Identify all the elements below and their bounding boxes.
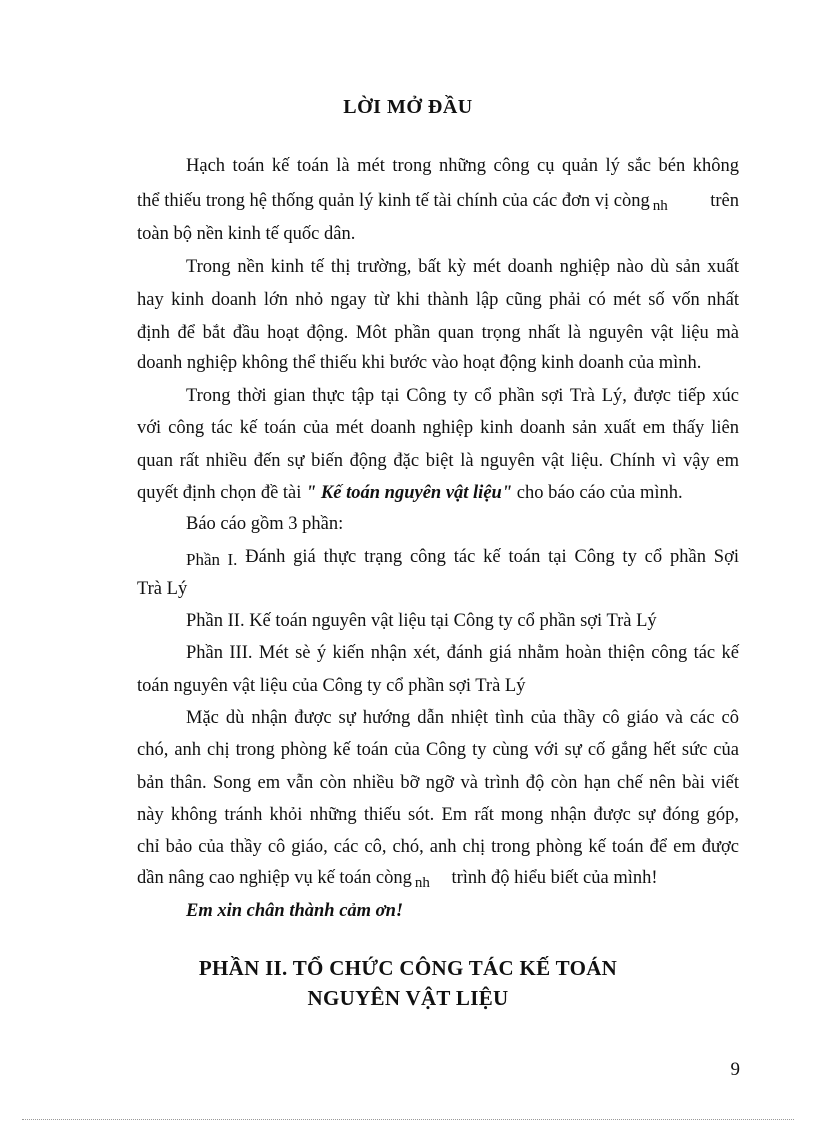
paragraph-2-line-3: định để bắt đầu hoạt động. Môt phần quan trọng nhất là nguyên vật liệu mà bbox=[137, 323, 739, 343]
paragraph-2-line-2: hay kinh doanh lớn nhỏ ngay từ khi thành lập cũng phải có mét số vốn nhất bbox=[137, 290, 739, 310]
part-3-line-2: toán nguyên vật liệu của Công ty cổ phần sợi Trà Lý bbox=[137, 676, 526, 696]
paragraph-1-line-1: Hạch toán kế toán là mét trong những công cụ quản lý sắc bén không bbox=[186, 156, 739, 176]
subscript-fragment: nh bbox=[414, 875, 430, 891]
paragraph-3-line-4-start: quyết định chọn đề tài bbox=[137, 483, 302, 503]
paragraph-2-line-1: Trong nền kinh tế thị trường, bất kỳ mét doanh nghiệp nào dù sản xuất bbox=[186, 257, 739, 277]
paragraph-1-line-3: toàn bộ nền kinh tế quốc dân. bbox=[137, 224, 356, 244]
paragraph-3-line-4-end: cho báo cáo của mình. bbox=[516, 483, 683, 503]
paragraph-3-line-3: quan rất nhiều đến sự biến động đặc biệt là nguyên vật liệu. Chính vì vậy em bbox=[137, 451, 739, 471]
paragraph-3-line-2: với công tác kế toán của mét doanh nghiệp kinh doanh sản xuất em thấy liên bbox=[137, 418, 739, 438]
paragraph-2-line-4: doanh nghiệp không thể thiếu khi bước vào hoạt động kinh doanh của mình. bbox=[137, 353, 702, 373]
topic-title: " Kế toán nguyên vật liệu" bbox=[306, 483, 513, 503]
page-number: 9 bbox=[730, 1059, 740, 1080]
paragraph-1-line-2-end: trên bbox=[710, 191, 739, 211]
part-1-line-1 bbox=[186, 546, 739, 571]
report-parts-intro: Báo cáo gồm 3 phần: bbox=[186, 514, 344, 534]
part-1-line-2: Trà Lý bbox=[137, 579, 188, 599]
part-3-line-1: Phần III. Mét sè ý kiến nhận xét, đánh giá nhằm hoàn thiện công tác kế bbox=[186, 643, 739, 663]
part-1-text: Đánh giá thực trạng công tác kế toán tại Công ty cổ phần Sợi bbox=[245, 547, 739, 567]
paragraph-5-line-4: này không tránh khỏi những thiếu sót. Em rất mong nhận được sự đóng góp, bbox=[137, 805, 739, 825]
part-2: Phần II. Kế toán nguyên vật liệu tại Công ty cổ phần sợi Trà Lý bbox=[186, 611, 657, 631]
paragraph-1-line-2 bbox=[137, 190, 739, 217]
paragraph-5-line-6 bbox=[137, 867, 739, 894]
paragraph-3-line-4 bbox=[137, 482, 739, 504]
paragraph-5-line-1: Mặc dù nhận được sự hướng dẫn nhiệt tình của thầy cô giáo và các cô bbox=[186, 708, 739, 728]
section-heading-line-2: NGUYÊN VẬT LIỆU bbox=[307, 986, 509, 1010]
paragraph-5-line-6-start: dần nâng cao nghiệp vụ kế toán còng bbox=[137, 868, 412, 888]
paragraph-3-line-1: Trong thời gian thực tập tại Công ty cổ phần sợi Trà Lý, được tiếp xúc bbox=[186, 386, 739, 406]
closing-thanks: Em xin chân thành cảm ơn! bbox=[186, 901, 404, 921]
subscript-fragment: nh bbox=[652, 198, 668, 214]
page-bottom-rule bbox=[22, 1119, 794, 1120]
paragraph-5-line-6-end: trình độ hiểu biết của mình! bbox=[451, 868, 658, 888]
paragraph-5-line-5: chỉ bảo của thầy cô giáo, các cô, chó, anh chị trong phòng kế toán để em được bbox=[137, 837, 739, 857]
part-1-label: Phần I. bbox=[186, 550, 238, 569]
paragraph-5-line-2: chó, anh chị trong phòng kế toán của Công ty cùng với sự cố gắng hết sức của bbox=[137, 740, 739, 760]
paragraph-1-line-2-text: thể thiếu trong hệ thống quản lý kinh tế tài chính của các đơn vị còng bbox=[137, 191, 650, 211]
paragraph-5-line-3: bản thân. Song em vẫn còn nhiều bỡ ngỡ và trình độ còn hạn chế nên bài viết bbox=[137, 773, 739, 793]
section-heading-line-1: PHẦN II. TỔ CHỨC CÔNG TÁC KẾ TOÁN bbox=[198, 956, 618, 980]
page-title: LỜI MỞ ĐẦU bbox=[343, 96, 473, 118]
